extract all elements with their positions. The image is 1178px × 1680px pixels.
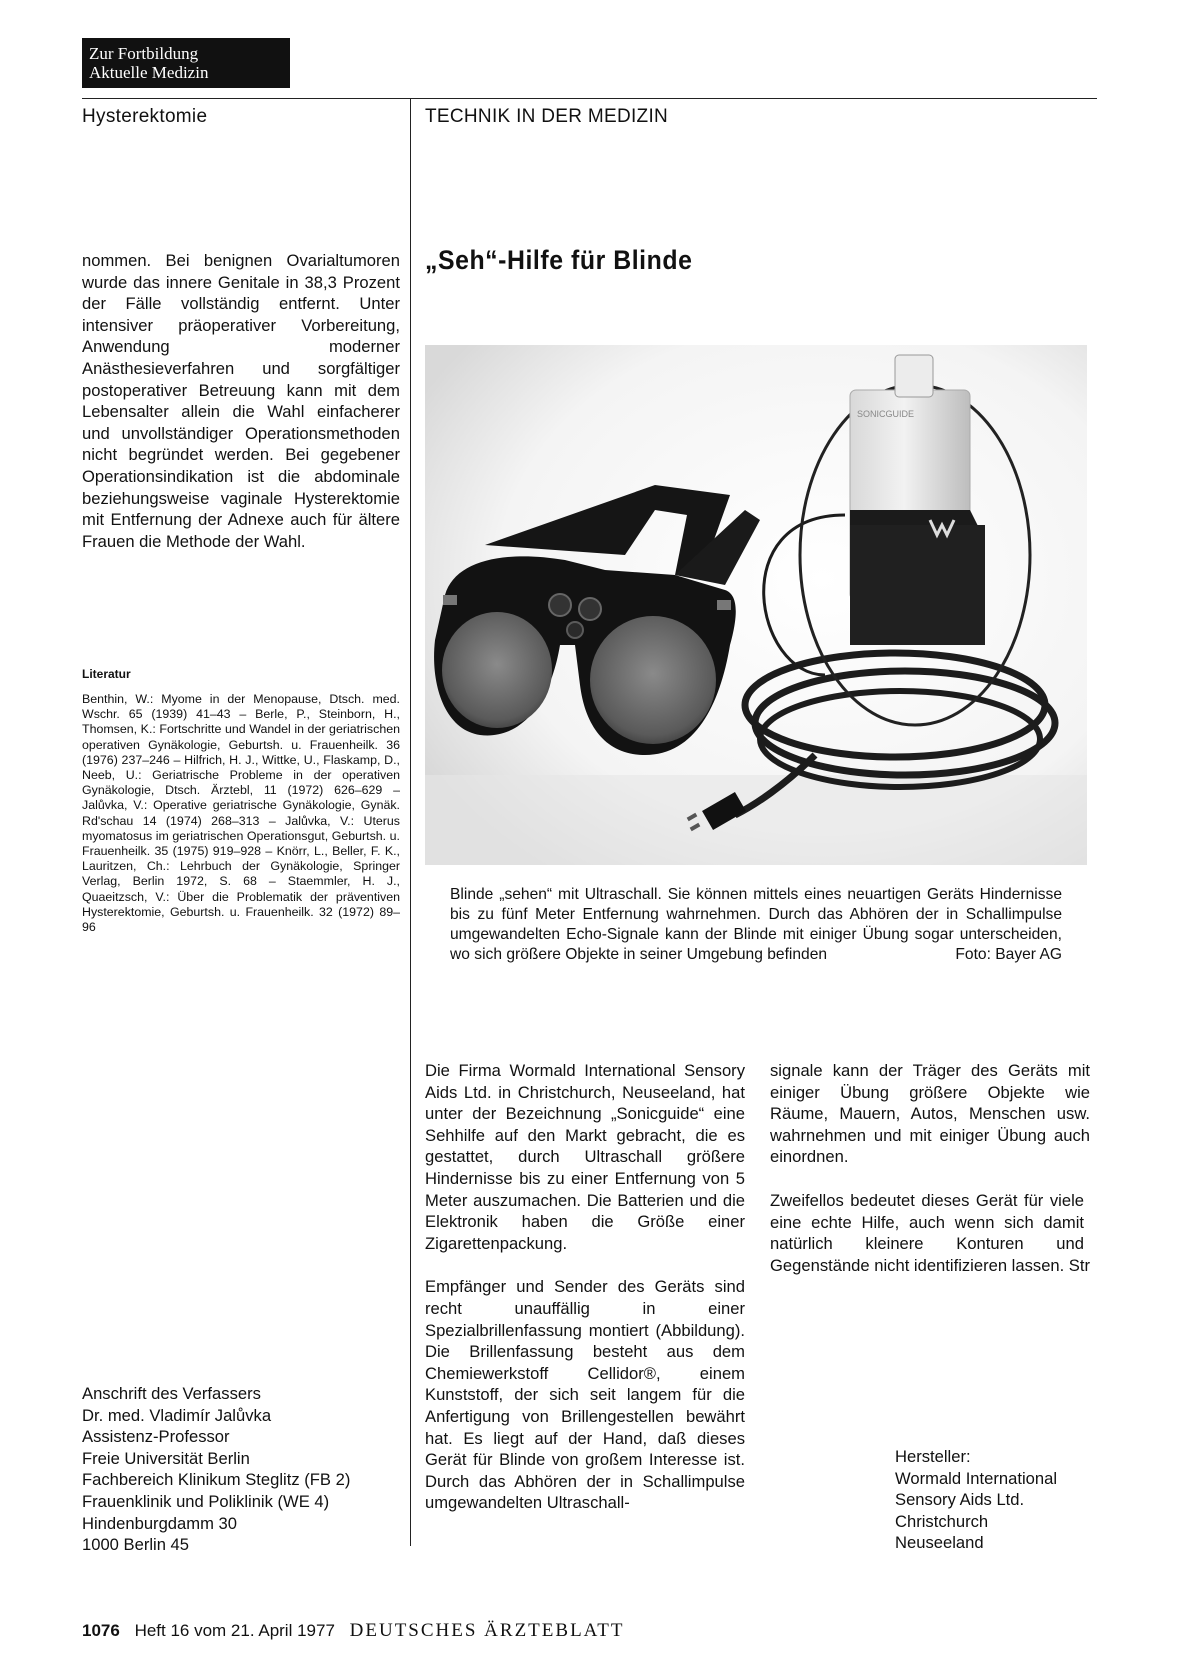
page-footer [82,1620,625,1642]
article-paragraph: Zweifellos bedeutet dieses Gerät für viele eine echte Hilfe, auch wenn sich damit natürlich kleinere Konturen und Gegenstände nicht identifizieren lassen. [770,1190,1084,1275]
manufacturer-line: Sensory Aids Ltd. [895,1490,1025,1510]
article-title: „Seh“-Hilfe für Blinde [425,245,693,275]
caption-text: Blinde „sehen“ mit Ultraschall. Sie können mittels eines neuartigen Geräts Hindernisse bis zu fünf Meter Entfernung wahrnehmen. Durch das Abhören der in Schallimpulse umgewandelten Echo-Signale kann der Blinde mit einiger Übung sogar unterscheiden, wo sich größere Objekte in seiner Umgebung befinden [450,886,1062,963]
address-line: Fachbereich Klinikum Steglitz (FB 2) [82,1470,351,1490]
article-column-2 [770,1060,1090,1276]
transducer [549,594,571,616]
article-paragraph: Empfänger und Sender des Geräts sind recht unauffällig in einer Spezialbrillenfassung montiert (Abbildung). Die Brillenfassung besteht aus dem Chemiewerkstoff Cellidor®, einem Kunststoff, der sich seit langem für die Anfertigung von Brillengestellen bewährt hat. Es liegt auf der Hand, daß dieses Gerät für Blinde von großem Interesse ist. Durch das Abhören der in Schallimpulse umgewandelten Ultraschall- [425,1277,745,1513]
address-line: Freie Universität Berlin [82,1448,250,1468]
article-paragraph: signale kann der Träger des Geräts mit einiger Übung größere Objekte wie Räume, Mauern, Autos, Menschen usw. wahrnehmen und mit einiger Übung auch einordnen. [770,1061,1090,1167]
manufacturer-line: Christchurch [895,1511,989,1531]
manufacturer-line: Wormald International [895,1468,1058,1488]
manufacturer-line: Neuseeland [895,1533,984,1553]
page-number: 1076 [82,1621,120,1640]
section-title-left: Hysterektomie [82,106,208,127]
author-address [82,1383,402,1556]
literature-references: Benthin, W.: Myome in der Menopause, Dtsch. med. Wschr. 65 (1939) 41–43 – Berle, P., Steinborn, H., Thomsen, K.: Fortschritte und Wandel in der geriatrischen operativen Gynäkologie, Geburtsh. u. Frauenheilk. 36 (1976) 237–246 – Hilfrich, H. J., Wittke, U., Flaskamp, D., Neeb, U.: Geriatrische Probleme in der operativen Gynäkologie, Dtsch. Ärztebl, 11 (1972) 626–629 – Jalůvka, V.: Operative geriatrische Gynäkologie, Gynäk. Rd'schau 14 (1974) 268–313 – Jalůvka, V.: Uterus myomatosus im geriatrischen Operationsgut, Geburtsh. u. Frauenheilk. 35 (1975) 919–928 – Knörr, L., Beller, F. K., Lauritzen, Ch.: Lehrbuch der Gynäkologie, Springer Verlag, Berlin 1972, S. 68 – Staemmler, H. J., Quaeitzsch, V.: Über die Problematik der präventiven Hysterektomie, Geburtsh. u. Frauenheilk. 32 (1972) 89–96 [82,692,400,935]
address-line: Frauenklinik und Poliklinik (WE 4) [82,1491,330,1511]
journal-name: DEUTSCHES ÄRZTEBLATT [349,1620,625,1641]
manufacturer-heading: Hersteller: [895,1447,971,1466]
device-brand-label: SONICGUIDE [857,409,915,419]
address-line: Dr. med. Vladimír Jalůvka [82,1405,272,1425]
issue-info: Heft 16 vom 21. April 1977 [134,1621,335,1640]
left-body-text: nommen. Bei benignen Ovarialtumoren wurde das innere Genitale in 38,3 Prozent der Fälle vollständig entfernt. Unter intensiver präoperativer Vorbereitung, Anwendung moderner Anästhesieverfahren und sorgfältiger postoperativer Betreuung kann mit dem Lebensalter allein die Wahl einfacherer und unvollständiger Operationsmethoden nicht begründet werden. Bei gegebener Operationsindikation ist die abdominale beziehungsweise vaginale Hysterektomie mit Entfernung der Adnexe auch für ältere Frauen die Methode der Wahl. [82,251,400,551]
rubric-line-1: Zur Fortbildung [89,44,199,63]
literature-heading: Literatur [82,667,131,681]
author-signature: Str [1068,1255,1090,1275]
rubric-line-2: Aktuelle Medizin [89,63,209,82]
right-lens [590,616,716,744]
section-title-right: TECHNIK IN DER MEDIZIN [425,106,669,127]
address-line: Hindenburgdamm 30 [82,1513,237,1533]
sonicguide-photo [425,345,1087,865]
column-rule [410,98,411,1546]
address-heading: Anschrift des Verfassers [82,1384,261,1403]
photo-caption [450,885,1062,965]
address-line: 1000 Berlin 45 [82,1535,190,1555]
article-column-1 [425,1060,745,1514]
closing-paragraph [770,1190,1090,1276]
photo-credit: Foto: Bayer AG [955,946,1062,963]
left-lens [442,612,552,728]
manufacturer-info [895,1446,1095,1554]
transducer [579,598,601,620]
rubric-box [82,38,290,88]
sonicguide-unit [850,355,985,645]
article-paragraph: Die Firma Wormald International Sensory Aids Ltd. in Christchurch, Neuseeland, hat unter der Bezeichnung „Sonicguide“ eine Sehhilfe auf den Markt gebracht, die es gestattet, durch Ultraschall größere Hindernisse bis zu einer Entfernung von 5 Meter auszumachen. Die Batterien und die Elektronik haben die Größe einer Zigarettenpackung. [425,1061,745,1253]
address-line: Assistenz-Professor [82,1427,230,1447]
top-rule [82,98,1097,99]
